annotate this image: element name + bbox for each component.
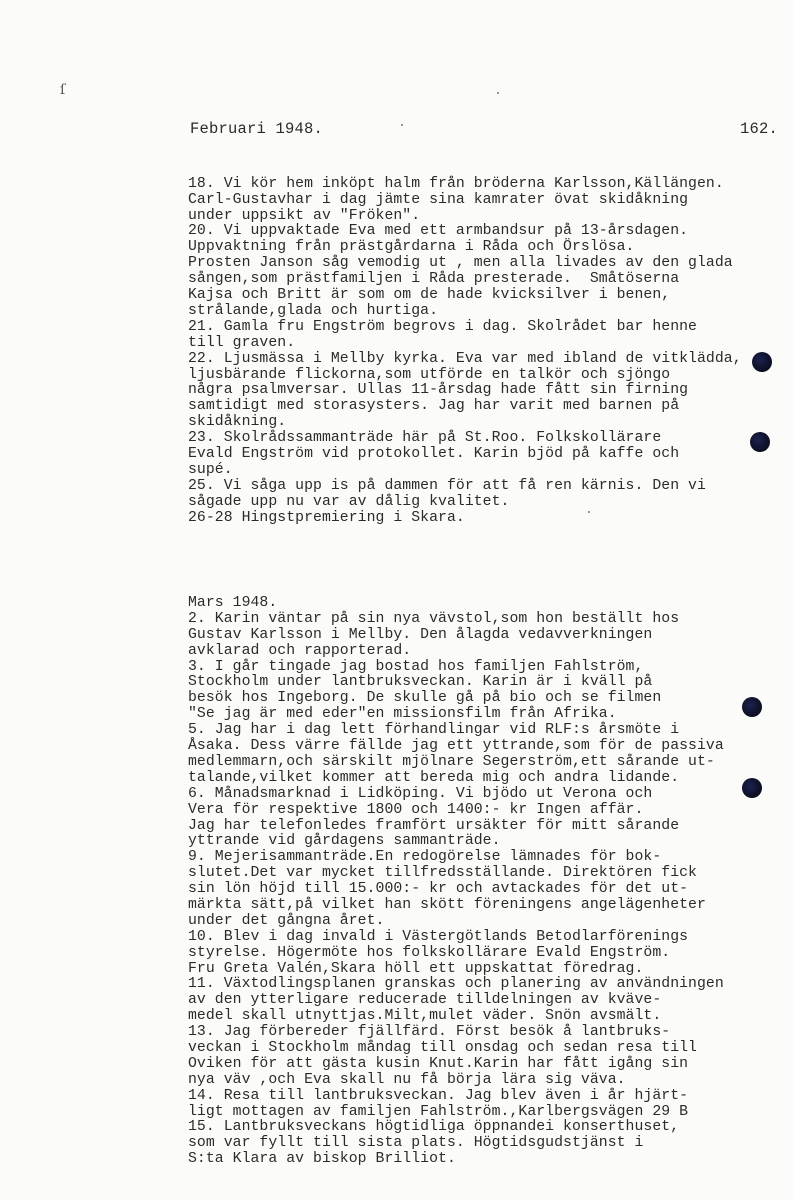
february-line: 21. Gamla fru Engström begrovs i dag. Skolrådet bar henne xyxy=(188,318,697,335)
march-line: Gustav Karlsson i Mellby. Den ålagda vedavverkningen xyxy=(188,626,653,643)
punch-hole xyxy=(750,432,770,452)
february-line: till graven. xyxy=(188,334,296,351)
february-line: 25. Vi såga upp is på dammen för att få ren kärnis. Den vi xyxy=(188,477,706,494)
march-line: slutet.Det var mycket tillfredsställande. Direktören fick xyxy=(188,865,697,882)
february-line: ljusbärande flickorna,som utförde en talkör och sjöngo xyxy=(188,366,671,383)
march-line: som var fyllt till sista plats. Högtidsgudstjänst i xyxy=(188,1135,644,1152)
february-line: 18. Vi kör hem inköpt halm från bröderna Karlsson,Källängen. xyxy=(188,175,724,192)
march-line: ligt mottagen av familjen Fahlström.,Karlbergsvägen 29 B xyxy=(188,1103,689,1120)
march-line: Åsaka. Dess värre fällde jag ett yttrande,som för de passiva xyxy=(188,738,724,755)
march-line: Vera för respektive 1800 och 1400:- kr Ingen affär. xyxy=(188,801,644,818)
february-line: 26-28 Hingstpremiering i Skara. xyxy=(188,509,465,526)
speck xyxy=(588,511,590,513)
diary-text xyxy=(188,145,788,1200)
march-line: av den ytterligare reducerade tilldelningen av kväve- xyxy=(188,992,662,1009)
speck xyxy=(497,92,499,94)
march-line: sin lön höjd till 15.000:- kr och avtackades för det ut- xyxy=(188,881,689,898)
punch-hole xyxy=(752,352,772,372)
march-line: 2. Karin väntar på sin nya vävstol,som hon beställt hos xyxy=(188,610,680,627)
march-line: 11. Växtodlingsplanen granskas och planering av användningen xyxy=(188,976,724,993)
february-line: 22. Ljusmässa i Mellby kyrka. Eva var med ibland de vitklädda, xyxy=(188,350,742,367)
march-line: avklarad och rapporterad. xyxy=(188,642,412,659)
march-line: nya väv ,och Eva skall nu få börja lära sig väva. xyxy=(188,1071,626,1088)
february-line: några psalmversar. Ullas 11-årsdag hade fått sin firning xyxy=(188,382,689,399)
march-line: 5. Jag har i dag lett förhandlingar vid RLF:s årsmöte i xyxy=(188,722,680,739)
february-line: sången,som prästfamiljen i Råda presterade. Småtöserna xyxy=(188,271,680,288)
february-line: skidåkning. xyxy=(188,414,287,431)
page-date-header: Februari 1948. xyxy=(190,120,324,138)
march-line: besök hos Ingeborg. De skulle gå på bio och se filmen xyxy=(188,690,662,707)
february-line: Prosten Janson såg vemodig ut , men alla livades av den glada xyxy=(188,255,733,272)
march-line: Stockholm under lantbruksveckan. Karin är i kväll på xyxy=(188,674,653,691)
march-line: Fru Greta Valén,Skara höll ett uppskattat föredrag. xyxy=(188,960,644,977)
february-line: Evald Engström vid protokollet. Karin bjöd på kaffe och xyxy=(188,445,680,462)
march-line: 6. Månadsmarknad i Lidköping. Vi bjödo ut Verona och xyxy=(188,785,653,802)
march-line: 9. Mejerisammanträde.En redogörelse lämnades för bok- xyxy=(188,849,662,866)
march-line: medel skall utnyttjas.Milt,mulet väder. Snön avsmält. xyxy=(188,1008,662,1025)
february-entries xyxy=(188,177,788,527)
february-line: 20. Vi uppvaktade Eva med ett armbandsur på 13-årsdagen. xyxy=(188,223,689,240)
march-line: Jag har telefonledes framfört ursäkter för mitt sårande xyxy=(188,817,680,834)
march-line: styrelse. Högermöte hos folkskollärare Evald Engström. xyxy=(188,944,671,961)
march-entries xyxy=(188,596,788,1168)
punch-hole xyxy=(742,778,762,798)
march-line: under det gångna året. xyxy=(188,912,385,929)
february-line: supé. xyxy=(188,461,233,478)
february-line: 23. Skolrådssammanträde här på St.Roo. Folkskollärare xyxy=(188,430,662,447)
march-line: S:ta Klara av biskop Brilliot. xyxy=(188,1151,456,1168)
march-line: märkta sätt,på vilket han skött föreningens angelägenheter xyxy=(188,896,706,913)
march-line: 15. Lantbruksveckans högtidliga öppnandei konserthuset, xyxy=(188,1119,680,1136)
march-line: talande,vilket kommer att bereda mig och andra lidande. xyxy=(188,769,680,786)
february-line: under uppsikt av "Fröken". xyxy=(188,207,421,224)
february-line: Carl-Gustavhar i dag jämte sina kamrater övat skidåkning xyxy=(188,191,689,208)
february-line: Uppvaktning från prästgårdarna i Råda och Örslösa. xyxy=(188,239,635,256)
march-line: 14. Resa till lantbruksveckan. Jag blev även i år hjärt- xyxy=(188,1087,689,1104)
speck xyxy=(401,124,403,126)
february-line: strålande,glada och hurtiga. xyxy=(188,302,439,319)
punch-hole xyxy=(742,697,762,717)
march-line: medlemmarn,och särskilt mjölnare Segerström,ett sårande ut- xyxy=(188,753,715,770)
march-line: "Se jag är med eder"en missionsfilm från Afrika. xyxy=(188,706,617,723)
february-line: Kajsa och Britt är som om de hade kvicksilver i benen, xyxy=(188,287,671,304)
march-line: veckan i Stockholm måndag till onsdag och sedan resa till xyxy=(188,1039,697,1056)
march-line: yttrande vid gårdagens sammanträde. xyxy=(188,833,501,850)
february-line: samtidigt med storasysters. Jag har varit med barnen på xyxy=(188,398,680,415)
corner-mark: ſ xyxy=(60,82,66,98)
march-line: 3. I går tingade jag bostad hos familjen Fahlström, xyxy=(188,658,644,675)
march-line: Mars 1948. xyxy=(188,595,278,612)
march-line: 13. Jag förbereder fjällfärd. Först besök å lantbruks- xyxy=(188,1024,671,1041)
march-line: Oviken för att gästa kusin Knut.Karin har fått igång sin xyxy=(188,1055,689,1072)
march-line: 10. Blev i dag invald i Västergötlands Betodlarförenings xyxy=(188,928,689,945)
page-number: 162. xyxy=(739,120,778,138)
february-line: sågade upp nu var av dålig kvalitet. xyxy=(188,493,510,510)
